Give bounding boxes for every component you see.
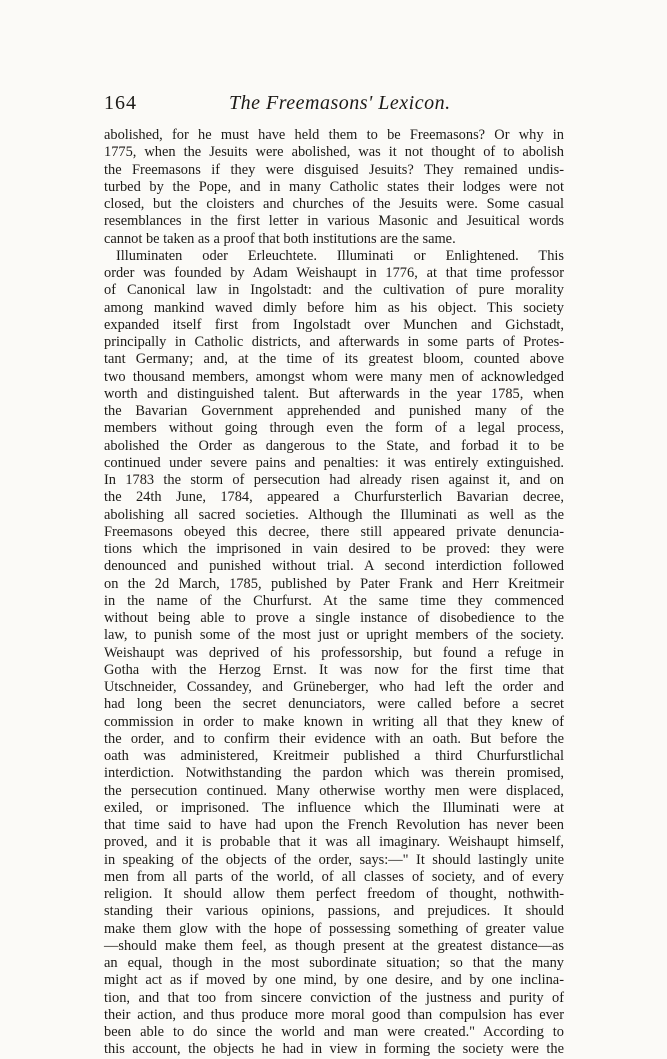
text-line: tions which the imprisoned in vain desired to be proved: they were bbox=[104, 541, 564, 557]
text-line: abolished, for he must have held them to be Freemasons? Or why in bbox=[104, 127, 564, 143]
text-line: 1775, when the Jesuits were abolished, was it not thought of to abolish bbox=[104, 144, 564, 161]
text-line: resemblances in the first letter in various Masonic and Jesuitical words bbox=[104, 213, 564, 230]
text-line: in the name of the Churfurst. At the same time they commenced bbox=[104, 592, 564, 609]
text-line: in speaking of the objects of the order, says:—" It should lastingly unite bbox=[104, 851, 564, 868]
text-line: men from all parts of the world, of all classes of society, and of every bbox=[104, 868, 564, 885]
text-line: might act as if moved by one mind, by one desire, and by one inclina- bbox=[104, 972, 564, 989]
text-line: continued under severe pains and penalties: it was entirely extinguished. bbox=[104, 454, 564, 471]
text-line: Illuminaten oder Erleuchtete. Illuminati or Enlightened. This bbox=[116, 247, 564, 264]
text-line: Utschneider, Cossandey, and Grüneberger, who had left the order and bbox=[104, 679, 564, 695]
text-line: In 1783 the storm of persecution had already risen against it, and on bbox=[104, 472, 564, 488]
text-line: Weishaupt was deprived of his professorship, but found a refuge in bbox=[104, 644, 564, 661]
text-line: without being able to prove a single instance of disobedience to the bbox=[104, 610, 564, 626]
text-line: expanded itself first from Ingolstadt over Munchen and Gichstadt, bbox=[104, 316, 564, 333]
text-line: denounced and punished without trial. A second interdiction followed bbox=[104, 558, 564, 575]
text-line: commission in order to make known in writing all that they knew of bbox=[104, 713, 564, 730]
text-line: tion, and that too from sincere conviction of the justness and purity of bbox=[104, 989, 564, 1006]
running-title: The Freemasons' Lexicon. bbox=[229, 92, 451, 114]
text-line: Freemasons obeyed this decree, there still appeared private denuncia- bbox=[104, 523, 564, 540]
text-line: religion. It should allow them perfect freedom of thought, nothwith- bbox=[104, 886, 564, 902]
text-line: turbed by the Pope, and in many Catholic states their lodges were not bbox=[104, 178, 564, 195]
text-line: oath was administered, Kreitmeir published a third Churfurstlichal bbox=[104, 748, 564, 764]
text-line: order was founded by Adam Weishaupt in 1776, at that time professor bbox=[104, 265, 564, 281]
text-line: —should make them feel, as though present at the greatest distance—as bbox=[104, 937, 564, 954]
text-line: their action, and thus produce more moral good than compulsion has ever bbox=[104, 1006, 564, 1023]
text-line: of Canonical law in Ingolstadt: and the cultivation of pure morality bbox=[104, 282, 564, 299]
text-line: on the 2d March, 1785, published by Pater Frank and Herr Kreitmeir bbox=[104, 575, 564, 592]
text-line: law, to punish some of the most just or upright members of the society. bbox=[104, 627, 564, 644]
text-line: tant Germany; and, at the time of its greatest bloom, counted above bbox=[104, 351, 564, 368]
text-line: exiled, or imprisoned. The influence which the Illuminati were at bbox=[104, 799, 564, 816]
text-line: principally in Catholic districts, and afterwards in some parts of Protes- bbox=[104, 334, 564, 350]
text-line: cannot be taken as a proof that both institutions are the same. bbox=[104, 230, 456, 247]
text-line: the persecution continued. Many otherwise worthy men were displaced, bbox=[104, 782, 564, 799]
text-line: make them glow with the hope of possessing something of greater value bbox=[104, 920, 564, 937]
text-line: had long been the secret denunciators, were called before a secret bbox=[104, 696, 564, 713]
text-line: abolished the Order as dangerous to the State, and forbad it to be bbox=[104, 437, 564, 454]
text-line: been able to do since the world and man were created." According to bbox=[104, 1024, 564, 1040]
text-line: proved, and it is probable that it was all imaginary. Weishaupt himself, bbox=[104, 834, 564, 851]
text-line: closed, but the cloisters and churches of the Jesuits were. Some casual bbox=[104, 196, 564, 212]
text-line: the Bavarian Government apprehended and punished many of the bbox=[104, 403, 564, 419]
text-line: Gotha with the Herzog Ernst. It was now for the first time that bbox=[104, 661, 564, 678]
page-number: 164 bbox=[104, 92, 137, 114]
text-line: the order, and to confirm their evidence with an oath. But before the bbox=[104, 730, 564, 747]
text-line: an equal, though in the most subordinate situation; so that the many bbox=[104, 955, 564, 971]
text-line: the 24th June, 1784, appeared a Churfursterlich Bavarian decree, bbox=[104, 489, 564, 506]
text-line: that time said to have had upon the French Revolution has never been bbox=[104, 817, 564, 833]
text-line: two thousand members, amongst whom were many men of acknowledged bbox=[104, 368, 564, 385]
text-line: this account, the objects he had in view in forming the society were the bbox=[104, 1041, 564, 1058]
text-line: interdiction. Notwithstanding the pardon which was therein promised, bbox=[104, 765, 564, 782]
text-line: among mankind waved dimly before him as his object. This society bbox=[104, 299, 564, 316]
text-line: standing their various opinions, passions, and prejudices. It should bbox=[104, 903, 564, 920]
page-header bbox=[104, 92, 564, 118]
text-line: worth and distinguished talent. But afterwards in the year 1785, when bbox=[104, 385, 564, 402]
text-line: abolishing all sacred societies. Although the Illuminati as well as the bbox=[104, 506, 564, 523]
text-line: the Freemasons if they were disguised Jesuits? They remained undis- bbox=[104, 161, 564, 178]
text-line: members without going through even the form of a legal process, bbox=[104, 420, 564, 437]
body-text bbox=[104, 127, 564, 1059]
